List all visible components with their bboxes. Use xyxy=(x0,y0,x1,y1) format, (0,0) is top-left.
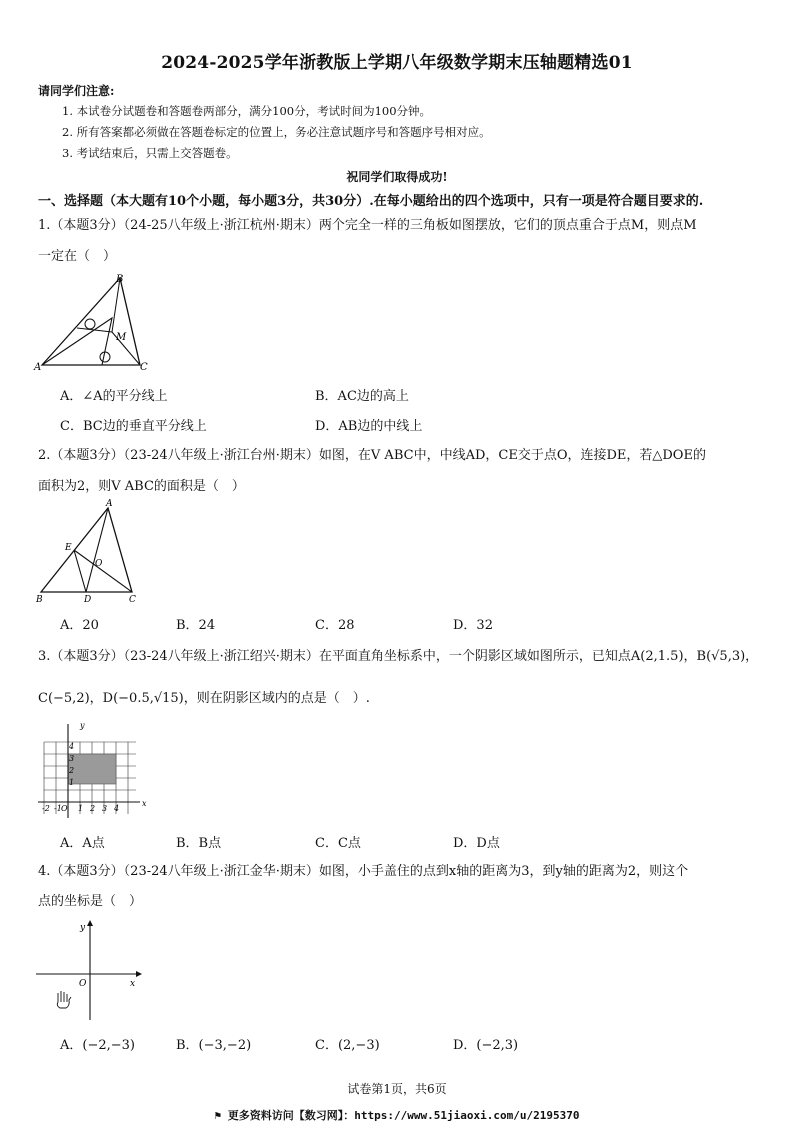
q1-option-c[interactable]: C．BC边的垂直平分线上 xyxy=(60,419,207,434)
q4-option-d[interactable]: D．(−2,3) xyxy=(453,1038,519,1053)
q4-axis-y: y xyxy=(80,923,86,933)
q3-tick-y1: 1 xyxy=(69,778,75,787)
q2-option-c[interactable]: C．28 xyxy=(315,618,355,633)
q4-option-b[interactable]: B．(−3,−2) xyxy=(176,1038,252,1053)
q3-option-d[interactable]: D．D点 xyxy=(453,836,500,851)
q2-figure xyxy=(34,500,144,605)
hand-icon xyxy=(57,991,71,1008)
q3-tick-x1: 1 xyxy=(78,804,84,813)
q2-option-d[interactable]: D．32 xyxy=(453,618,493,633)
q3-axis-x: x xyxy=(142,799,147,808)
page-footer: 试卷第1页，共6页 xyxy=(347,1082,447,1096)
q1-label-b: B xyxy=(116,274,124,285)
q2-label-b: B xyxy=(36,595,43,605)
q1-label-c: C xyxy=(140,362,148,373)
q1-option-b[interactable]: B．AC边的高上 xyxy=(315,389,409,404)
q2-label-d: D xyxy=(84,595,92,605)
q4-option-a[interactable]: A．(−2,−3) xyxy=(60,1038,135,1053)
q3-tick-y2: 2 xyxy=(69,766,75,775)
q3-origin: O xyxy=(61,804,68,813)
q1-figure xyxy=(36,270,156,375)
q1-stem-line2: 一定在（ ） xyxy=(38,249,117,264)
section-heading: 一、选择题（本大题有10个小题，每小题3分，共30分）.在每小题给出的四个选项中，只有一项是符合题目要求的. xyxy=(38,194,704,209)
q2-label-o: O xyxy=(95,559,103,569)
q3-option-b[interactable]: B．B点 xyxy=(176,836,222,851)
q2-label-a: A xyxy=(106,499,113,509)
q3-tick-y4: 4 xyxy=(69,742,75,751)
q1-label-m: M xyxy=(116,332,127,343)
q2-label-c: C xyxy=(129,595,136,605)
q3-tick-x-2: -2 xyxy=(42,804,50,813)
notice-item-1: 1. 本试卷分试题卷和答题卷两部分，满分100分，考试时间为100分钟。 xyxy=(62,104,432,118)
wish-line: 祝同学们取得成功! xyxy=(346,170,448,184)
q1-option-d[interactable]: D．AB边的中线上 xyxy=(315,419,423,434)
notice-item-2: 2. 所有答案都必须做在答题卷标定的位置上，务必注意试题序号和答题序号相对应。 xyxy=(62,125,491,139)
q4-stem-line1: 4.（本题3分）（23-24八年级上·浙江金华·期末）如图，小手盖住的点到x轴的距离为3，到y轴的距离为2，则这个 xyxy=(38,864,689,879)
resource-link-text[interactable]: 更多资料访问【数习网】：https://www.51jiaoxi.com/u/2195370 xyxy=(227,1109,580,1122)
q2-stem-line1: 2.（本题3分）（23-24八年级上·浙江台州·期末）如图，在V ABC中，中线AD，CE交于点O，连接DE，若△DOE的 xyxy=(38,448,706,463)
q3-stem-line1: 3.（本题3分）（23-24八年级上·浙江绍兴·期末）在平面直角坐标系中，一个阴影区域如图所示，已知点A(2,1.5)，B(√5,3)， xyxy=(38,649,759,664)
q2-option-b[interactable]: B．24 xyxy=(176,618,216,633)
resource-link[interactable] xyxy=(0,1107,794,1123)
notice-heading: 请同学们注意: xyxy=(38,84,115,98)
flag-icon: ⚑ xyxy=(214,1109,228,1122)
q4-figure xyxy=(36,918,146,1023)
q4-stem-line2: 点的坐标是（ ） xyxy=(38,894,143,909)
q4-option-c[interactable]: C．(2,−3) xyxy=(315,1038,380,1053)
q3-stem-line2: C(−5,2)，D(−0.5,√15)，则在阴影区域内的点是（ ）. xyxy=(38,691,370,706)
q4-origin: O xyxy=(79,979,87,989)
q3-option-a[interactable]: A．A点 xyxy=(60,836,105,851)
notice-item-3: 3. 考试结束后，只需上交答题卷。 xyxy=(62,146,238,160)
page-title: 2024-2025学年浙教版上学期八年级数学期末压轴题精选01 xyxy=(161,53,633,73)
q1-option-a[interactable]: A．∠A的平分线上 xyxy=(60,389,168,404)
q4-axis-x: x xyxy=(130,979,136,989)
q1-label-a: A xyxy=(34,362,42,373)
q3-figure xyxy=(36,720,156,820)
q3-axis-y: y xyxy=(80,721,85,730)
q3-option-c[interactable]: C．C点 xyxy=(315,836,361,851)
q2-stem-line2: 面积为2，则V ABC的面积是（ ） xyxy=(38,479,245,494)
q2-label-e: E xyxy=(65,543,72,553)
q3-tick-x3: 3 xyxy=(102,804,108,813)
q3-tick-y3: 3 xyxy=(69,754,75,763)
q3-tick-x-1: -1 xyxy=(54,804,62,813)
q3-tick-x2: 2 xyxy=(90,804,96,813)
q1-stem-line1: 1.（本题3分）（24-25八年级上·浙江杭州·期末）两个完全一样的三角板如图摆放，它们的顶点重合于点M，则点M xyxy=(38,218,697,233)
q2-option-a[interactable]: A．20 xyxy=(60,618,99,633)
q3-tick-x4: 4 xyxy=(114,804,120,813)
